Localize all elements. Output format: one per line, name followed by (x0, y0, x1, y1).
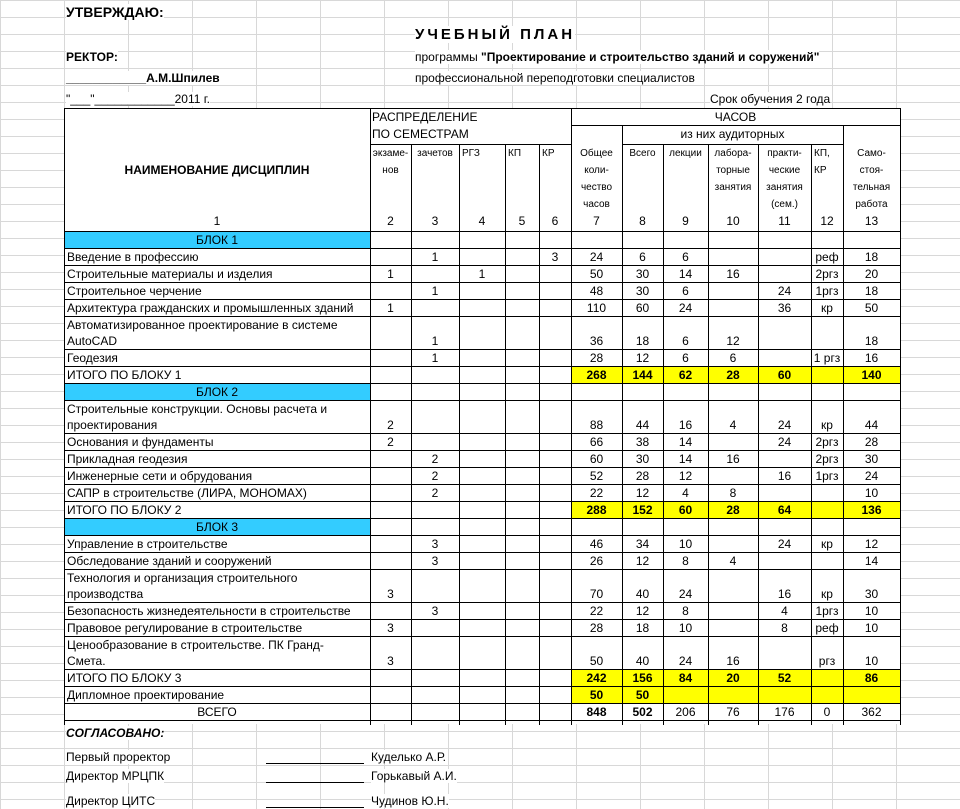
sub-header: ческие (768, 165, 801, 176)
table-cell: 14 (864, 554, 879, 568)
column-number: 3 (431, 214, 439, 228)
grid-line (64, 669, 901, 670)
table-cell: 16 (726, 654, 740, 668)
table-cell: 24 (864, 469, 879, 483)
table-cell: 8 (729, 486, 737, 500)
table-cell: 3 (431, 554, 439, 568)
grid-line (411, 144, 412, 725)
column-number: 12 (820, 214, 834, 228)
table-cell: кр (821, 301, 833, 315)
row-name: Правовое регулирование в строительстве (67, 621, 303, 635)
duration: Срок обучения 2 года (710, 92, 831, 106)
grid-line (64, 518, 901, 519)
table-cell: кр (821, 537, 833, 551)
row-name: Ценообразование в строительстве. ПК Гранд- (67, 638, 324, 652)
row-name: Строительное черчение (67, 284, 202, 298)
table-cell: 64 (777, 503, 792, 517)
dist-header: РАСПРЕДЕЛЕНИЕ (372, 110, 478, 124)
table-cell: 848 (586, 705, 607, 719)
table-cell: 30 (635, 452, 650, 466)
grid-line (758, 144, 759, 725)
table-cell: 1ргз (815, 469, 839, 483)
table-cell: 2ргз (815, 452, 839, 466)
sub-header: коли- (584, 165, 609, 176)
grid-line (571, 125, 901, 126)
grid-line (64, 686, 901, 687)
column-number: 10 (726, 214, 740, 228)
table-cell: 6 (682, 250, 689, 264)
table-cell: 24 (678, 654, 693, 668)
table-cell: 6 (682, 284, 689, 298)
grid-line (900, 108, 901, 725)
column-number: 8 (639, 214, 646, 228)
table-cell: 30 (635, 267, 650, 281)
table-cell: 4 (682, 486, 689, 500)
table-cell: 12 (678, 469, 693, 483)
table-cell: 34 (635, 537, 650, 551)
column-number: 7 (593, 214, 600, 228)
signer-role: Директор ЦИТС (66, 794, 156, 808)
grid-line (64, 501, 901, 502)
row-name: Инженерные сети и обрудования (67, 469, 253, 483)
table-cell: 8 (682, 554, 689, 568)
grid-line (622, 125, 623, 725)
row-name: Управление в строительстве (67, 537, 228, 551)
table-cell: 10 (864, 654, 879, 668)
sub-header: КР (814, 165, 827, 176)
grid-line (64, 535, 901, 536)
table-cell: 1ргз (815, 284, 839, 298)
row-name: Смета. (67, 654, 106, 668)
table-cell: реф (815, 250, 839, 264)
table-cell: 2 (431, 469, 439, 483)
row-name: Прикладная геодезия (67, 452, 188, 466)
table-cell: 20 (864, 267, 879, 281)
sub-header: часов (583, 199, 610, 210)
table-cell: 10 (864, 621, 879, 635)
table-cell: 3 (387, 654, 394, 668)
table-cell: 1 (478, 267, 486, 281)
row-name: Технология и организация строительного (67, 571, 298, 585)
grid-line (505, 144, 506, 725)
row-name: Строительные материалы и изделия (67, 267, 273, 281)
dist-header: ПО СЕМЕСТРАМ (372, 127, 469, 141)
table-cell: 1ргз (815, 604, 839, 618)
table-cell: 62 (678, 368, 693, 382)
table-cell: 60 (678, 503, 693, 517)
grid-line (64, 108, 65, 725)
table-cell: 4 (781, 604, 788, 618)
table-cell: 1 (387, 267, 394, 281)
table-cell: 24 (678, 587, 693, 601)
sub-header: РГЗ (462, 148, 480, 159)
sub-header: (сем.) (771, 199, 798, 210)
table-cell: 14 (678, 452, 693, 466)
row-name: ИТОГО ПО БЛОКУ 1 (67, 368, 182, 382)
table-cell: 22 (589, 486, 604, 500)
grid-line (64, 231, 901, 232)
grid-line (64, 433, 901, 434)
grid-line (64, 248, 901, 249)
table-cell: 136 (861, 503, 882, 517)
rector-name: ____________А.М.Шпилев (66, 71, 220, 85)
sub-header: КП, (814, 148, 830, 159)
table-cell: 22 (589, 604, 604, 618)
table-cell: 2ргз (815, 435, 839, 449)
table-cell: 3 (387, 587, 394, 601)
table-cell: 4 (729, 418, 737, 432)
table-cell: 14 (678, 435, 693, 449)
grid-line (843, 125, 844, 725)
column-number: 5 (518, 214, 526, 228)
table-cell: 10 (678, 621, 693, 635)
table-cell: 24 (777, 537, 792, 551)
signature-line (266, 782, 364, 783)
table-cell: 50 (864, 301, 879, 315)
row-name: Обследование зданий и сооружений (67, 554, 272, 568)
row-name: Строительные конструкции. Основы расчета и (67, 402, 328, 416)
page-title: УЧЕБНЫЙ ПЛАН (415, 26, 576, 43)
table-cell: 18 (635, 621, 650, 635)
table-cell: 6 (682, 351, 689, 365)
table-cell: 268 (586, 368, 607, 382)
table-cell: 60 (777, 368, 792, 382)
table-cell: ргз (818, 654, 836, 668)
column-number: 1 (213, 214, 221, 228)
grid-line (64, 602, 901, 603)
table-cell: 38 (635, 435, 650, 449)
table-cell: 76 (726, 705, 740, 719)
table-cell: 140 (861, 368, 882, 382)
table-cell: 16 (864, 351, 879, 365)
table-cell: 10 (864, 604, 879, 618)
table-cell: 48 (589, 284, 604, 298)
table-cell: 18 (635, 334, 650, 348)
table-cell: 28 (635, 469, 650, 483)
table-cell: 66 (589, 435, 604, 449)
row-name: Безопасность жизнедеятельности в строительстве (67, 604, 351, 618)
grid-line (64, 720, 901, 721)
row-name: ИТОГО ПО БЛОКУ 3 (67, 671, 182, 685)
table-cell: 16 (726, 267, 740, 281)
table-cell: 206 (675, 705, 696, 719)
table-cell: 20 (726, 671, 740, 685)
table-cell: 24 (777, 284, 792, 298)
column-number: 4 (478, 214, 486, 228)
program-name: "Проектирование и строительство зданий и соружений" (481, 50, 820, 64)
grid-line (571, 108, 572, 725)
row-name: ИТОГО ПО БЛОКУ 2 (67, 503, 182, 517)
table-cell: 28 (726, 503, 740, 517)
table-cell: реф (815, 621, 839, 635)
row-name: Введение в профессию (67, 250, 199, 264)
row-name: ВСЕГО (197, 705, 237, 719)
grid-line (64, 282, 901, 283)
auditory-header: из них аудиторных (680, 127, 785, 141)
table-cell: 44 (635, 418, 650, 432)
table-cell: 36 (777, 301, 792, 315)
table-cell: кр (821, 587, 833, 601)
table-cell: 2 (431, 486, 439, 500)
table-cell: 24 (589, 250, 604, 264)
table-cell: 16 (678, 418, 693, 432)
table-cell: 36 (589, 334, 604, 348)
signer-name: Горькавый А.И. (371, 769, 457, 783)
table-cell: 1 (387, 301, 394, 315)
name-column-header: НАИМЕНОВАНИЕ ДИСЦИПЛИН (124, 163, 310, 177)
grid-line (370, 108, 371, 725)
table-cell: 3 (387, 621, 394, 635)
table-cell: 12 (635, 554, 650, 568)
sub-header: Всего (629, 148, 656, 159)
table-cell: 10 (678, 537, 693, 551)
table-cell: кр (821, 418, 833, 432)
signer-role: Директор МРЦПК (66, 769, 165, 783)
sub-header: Само- (857, 148, 886, 159)
block-title: БЛОК 3 (195, 520, 239, 534)
sub-header: КП (508, 148, 522, 159)
table-cell: 88 (589, 418, 604, 432)
grid-line (539, 144, 540, 725)
program-line (415, 50, 819, 64)
sub-header: торные (716, 165, 750, 176)
grid-line (663, 144, 664, 725)
table-cell: 18 (864, 334, 879, 348)
table-cell: 10 (864, 486, 879, 500)
grid-line (64, 569, 901, 570)
hours-header: ЧАСОВ (714, 110, 757, 124)
table-cell: 16 (777, 469, 792, 483)
grid-line (64, 636, 901, 637)
table-cell: 6 (639, 250, 646, 264)
table-cell: 50 (589, 267, 604, 281)
grid-line (459, 144, 460, 725)
table-cell: 28 (589, 621, 604, 635)
row-name: AutoCAD (67, 334, 118, 348)
signature-line (266, 807, 364, 808)
table-cell: 2ргз (815, 267, 839, 281)
table-cell: 24 (678, 301, 693, 315)
agreed-label: СОГЛАСОВАНО: (66, 726, 165, 740)
grid-line (64, 265, 901, 266)
grid-line (811, 144, 812, 725)
column-number: 11 (778, 214, 791, 228)
row-name: проектирования (67, 418, 158, 432)
table-cell: 18 (864, 284, 879, 298)
grid-line (64, 299, 901, 300)
table-cell: 156 (632, 671, 653, 685)
sub-header: чество (580, 182, 613, 193)
table-cell: 502 (632, 705, 653, 719)
sub-header: занятия (714, 182, 752, 193)
curriculum-table (64, 108, 900, 724)
date-line: "___"____________2011 г. (66, 92, 211, 106)
row-name: Автоматизированное проектирование в системе (67, 318, 338, 332)
table-cell: 2 (431, 452, 439, 466)
program-prefix: программы (415, 50, 482, 64)
table-cell: 30 (635, 284, 650, 298)
row-name: Дипломное проектирование (67, 688, 225, 702)
sub-header: занятия (766, 182, 803, 193)
sub-header: стоя- (859, 165, 884, 176)
column-number: 9 (682, 214, 689, 228)
table-cell: 26 (589, 554, 604, 568)
grid-line (64, 366, 901, 367)
table-cell: 12 (864, 537, 879, 551)
table-cell: 0 (823, 705, 831, 719)
grid-line (64, 467, 901, 468)
table-cell: 3 (431, 604, 439, 618)
row-name: САПР в строительстве (ЛИРА, МОНОМАХ) (67, 486, 307, 500)
table-cell: 14 (678, 267, 693, 281)
table-cell: 152 (632, 503, 653, 517)
block-title: БЛОК 2 (195, 385, 239, 399)
table-cell: 28 (864, 435, 879, 449)
table-cell: 8 (781, 621, 788, 635)
table-cell: 8 (682, 604, 689, 618)
subtitle: профессиональной переподготовки специалистов (415, 71, 695, 85)
table-cell: 28 (589, 351, 604, 365)
table-cell: 6 (682, 334, 689, 348)
table-cell: 86 (864, 671, 879, 685)
table-cell: 44 (864, 418, 879, 432)
grid-line (708, 144, 709, 725)
grid-line (64, 484, 901, 485)
sub-header: Общее (580, 148, 613, 159)
table-cell: 50 (589, 688, 604, 702)
table-cell: 4 (729, 554, 737, 568)
row-name: производства (67, 587, 144, 601)
table-cell: 18 (864, 250, 879, 264)
table-cell: 16 (726, 452, 740, 466)
sub-header: зачетов (417, 148, 453, 159)
sub-header: КР (542, 148, 555, 159)
row-name: Основания и фундаменты (67, 435, 214, 449)
grid-line (64, 703, 901, 704)
grid-line (64, 400, 901, 401)
table-cell: 176 (774, 705, 795, 719)
sub-header: лабора- (714, 148, 752, 159)
grid-line (64, 383, 901, 384)
grid-line (64, 552, 901, 553)
table-cell: 70 (589, 587, 604, 601)
table-cell: 40 (635, 587, 650, 601)
table-cell: 30 (864, 452, 879, 466)
grid-line (64, 349, 901, 350)
table-cell: 50 (589, 654, 604, 668)
row-name: Архитектура гражданских и промышленных зданий (67, 301, 354, 315)
table-cell: 2 (387, 435, 394, 449)
sub-header: работа (855, 199, 888, 210)
table-cell: 12 (726, 334, 740, 348)
table-cell: 144 (632, 368, 653, 382)
table-cell: 288 (586, 503, 607, 517)
table-cell: 52 (777, 671, 792, 685)
grid-line (64, 316, 901, 317)
table-cell: 16 (777, 587, 792, 601)
table-cell: 52 (589, 469, 604, 483)
sub-header: нов (382, 165, 399, 176)
column-number: 6 (551, 214, 559, 228)
rector-label: РЕКТОР: (66, 50, 118, 64)
table-cell: 60 (589, 452, 604, 466)
table-cell: 1 (431, 250, 439, 264)
table-cell: 3 (551, 250, 559, 264)
table-cell: 1 (431, 284, 439, 298)
table-cell: 12 (635, 351, 650, 365)
grid-line (64, 450, 901, 451)
table-cell: 28 (726, 368, 740, 382)
table-cell: 60 (635, 301, 650, 315)
grid-line (64, 108, 901, 109)
table-cell: 40 (635, 654, 650, 668)
signer-role: Первый проректор (66, 750, 171, 764)
grid-line (64, 619, 901, 620)
approve-label: УТВЕРЖДАЮ: (66, 4, 164, 20)
table-cell: 30 (864, 587, 879, 601)
table-cell: 2 (387, 418, 394, 432)
column-number: 13 (864, 214, 879, 228)
column-number: 2 (387, 214, 394, 228)
table-cell: 50 (635, 688, 650, 702)
block-title: БЛОК 1 (195, 233, 239, 247)
table-cell: 1 (431, 351, 439, 365)
sub-header: практи- (767, 148, 802, 159)
sub-header: экзаме- (372, 148, 409, 159)
table-cell: 46 (589, 537, 604, 551)
grid-line (370, 144, 572, 145)
table-cell: 1 ргз (813, 351, 841, 365)
table-cell: 24 (777, 435, 792, 449)
table-cell: 242 (586, 671, 607, 685)
table-cell: 362 (861, 705, 882, 719)
table-cell: 3 (431, 537, 439, 551)
table-cell: 12 (635, 486, 650, 500)
sub-header: лекции (669, 148, 702, 159)
signer-name: Куделько А.Р. (371, 750, 446, 764)
signer-name: Чудинов Ю.Н. (371, 794, 449, 808)
table-cell: 24 (777, 418, 792, 432)
table-cell: 84 (678, 671, 693, 685)
signature-line (266, 763, 364, 764)
table-cell: 110 (586, 301, 607, 315)
table-cell: 12 (635, 604, 650, 618)
row-name: Геодезия (67, 351, 118, 365)
sub-header: тельная (852, 182, 891, 193)
table-cell: 6 (729, 351, 737, 365)
table-cell: 1 (431, 334, 439, 348)
